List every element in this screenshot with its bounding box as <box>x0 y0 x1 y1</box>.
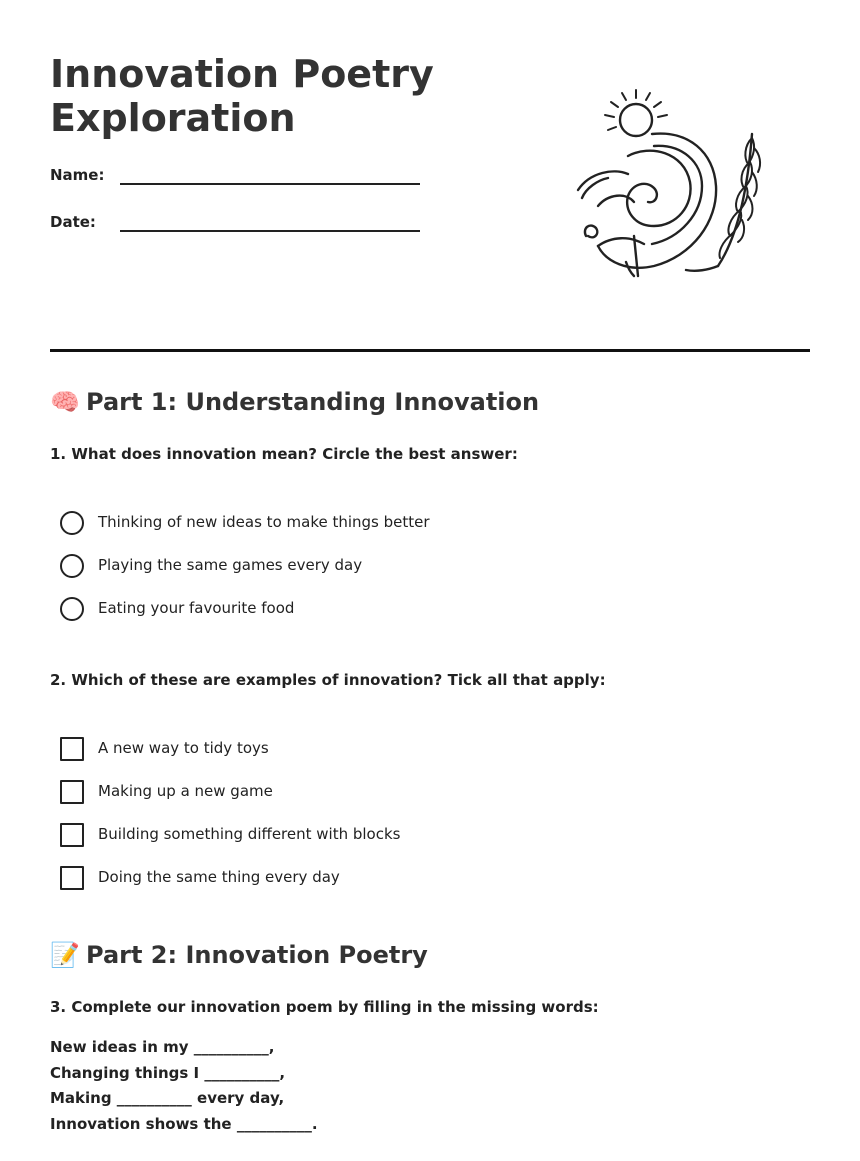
name-write-line[interactable] <box>120 183 420 185</box>
memo-pencil-icon: 📝 <box>50 941 80 969</box>
checkbox-icon[interactable] <box>60 737 84 761</box>
checkbox-icon[interactable] <box>60 780 84 804</box>
question-1: 1. What does innovation mean? Circle the best answer: <box>50 445 518 463</box>
q1-option[interactable] <box>60 511 660 554</box>
checkbox-icon[interactable] <box>60 866 84 890</box>
q2-option[interactable] <box>60 780 660 823</box>
header-divider <box>50 349 810 352</box>
q2-option[interactable] <box>60 866 660 909</box>
brain-icon: 🧠 <box>50 388 80 416</box>
q2-option[interactable] <box>60 823 660 866</box>
poem-lines <box>50 1038 318 1140</box>
date-label: Date: <box>50 213 96 231</box>
q1-option-label: Thinking of new ideas to make things better <box>98 513 430 531</box>
name-label: Name: <box>50 166 105 184</box>
radio-circle-icon[interactable] <box>60 597 84 621</box>
q2-option[interactable] <box>60 737 660 780</box>
question-2-options <box>60 737 660 909</box>
q2-option-label: A new way to tidy toys <box>98 739 269 757</box>
poem-line[interactable]: Innovation shows the __________. <box>50 1114 318 1133</box>
q1-option-label: Playing the same games every day <box>98 556 363 574</box>
name-field <box>50 166 470 196</box>
radio-circle-icon[interactable] <box>60 554 84 578</box>
q1-option[interactable] <box>60 597 660 640</box>
sun-wave-wheat-illustration-icon <box>568 86 764 282</box>
date-field <box>50 213 470 243</box>
poem-line[interactable]: Changing things I __________, <box>50 1063 286 1082</box>
q2-option-label: Making up a new game <box>98 782 273 800</box>
checkbox-icon[interactable] <box>60 823 84 847</box>
poem-line[interactable]: New ideas in my __________, <box>50 1038 275 1056</box>
q1-option[interactable] <box>60 554 660 597</box>
part2-heading <box>50 941 428 969</box>
question-3: 3. Complete our innovation poem by filling in the missing words: <box>50 998 599 1016</box>
q1-option-label: Eating your favourite food <box>98 599 295 617</box>
q2-option-label: Doing the same thing every day <box>98 868 340 886</box>
q2-option-label: Building something different with blocks <box>98 825 401 843</box>
worksheet-page <box>50 0 810 1161</box>
question-1-options <box>60 511 660 640</box>
radio-circle-icon[interactable] <box>60 511 84 535</box>
worksheet-title: Innovation Poetry Exploration <box>50 52 434 140</box>
date-write-line[interactable] <box>120 230 420 232</box>
poem-line[interactable]: Making __________ every day, <box>50 1089 285 1107</box>
part2-heading-text: Part 2: Innovation Poetry <box>86 941 428 969</box>
part1-heading <box>50 388 539 416</box>
part1-heading-text: Part 1: Understanding Innovation <box>86 388 540 416</box>
question-2: 2. Which of these are examples of innovation? Tick all that apply: <box>50 671 606 689</box>
